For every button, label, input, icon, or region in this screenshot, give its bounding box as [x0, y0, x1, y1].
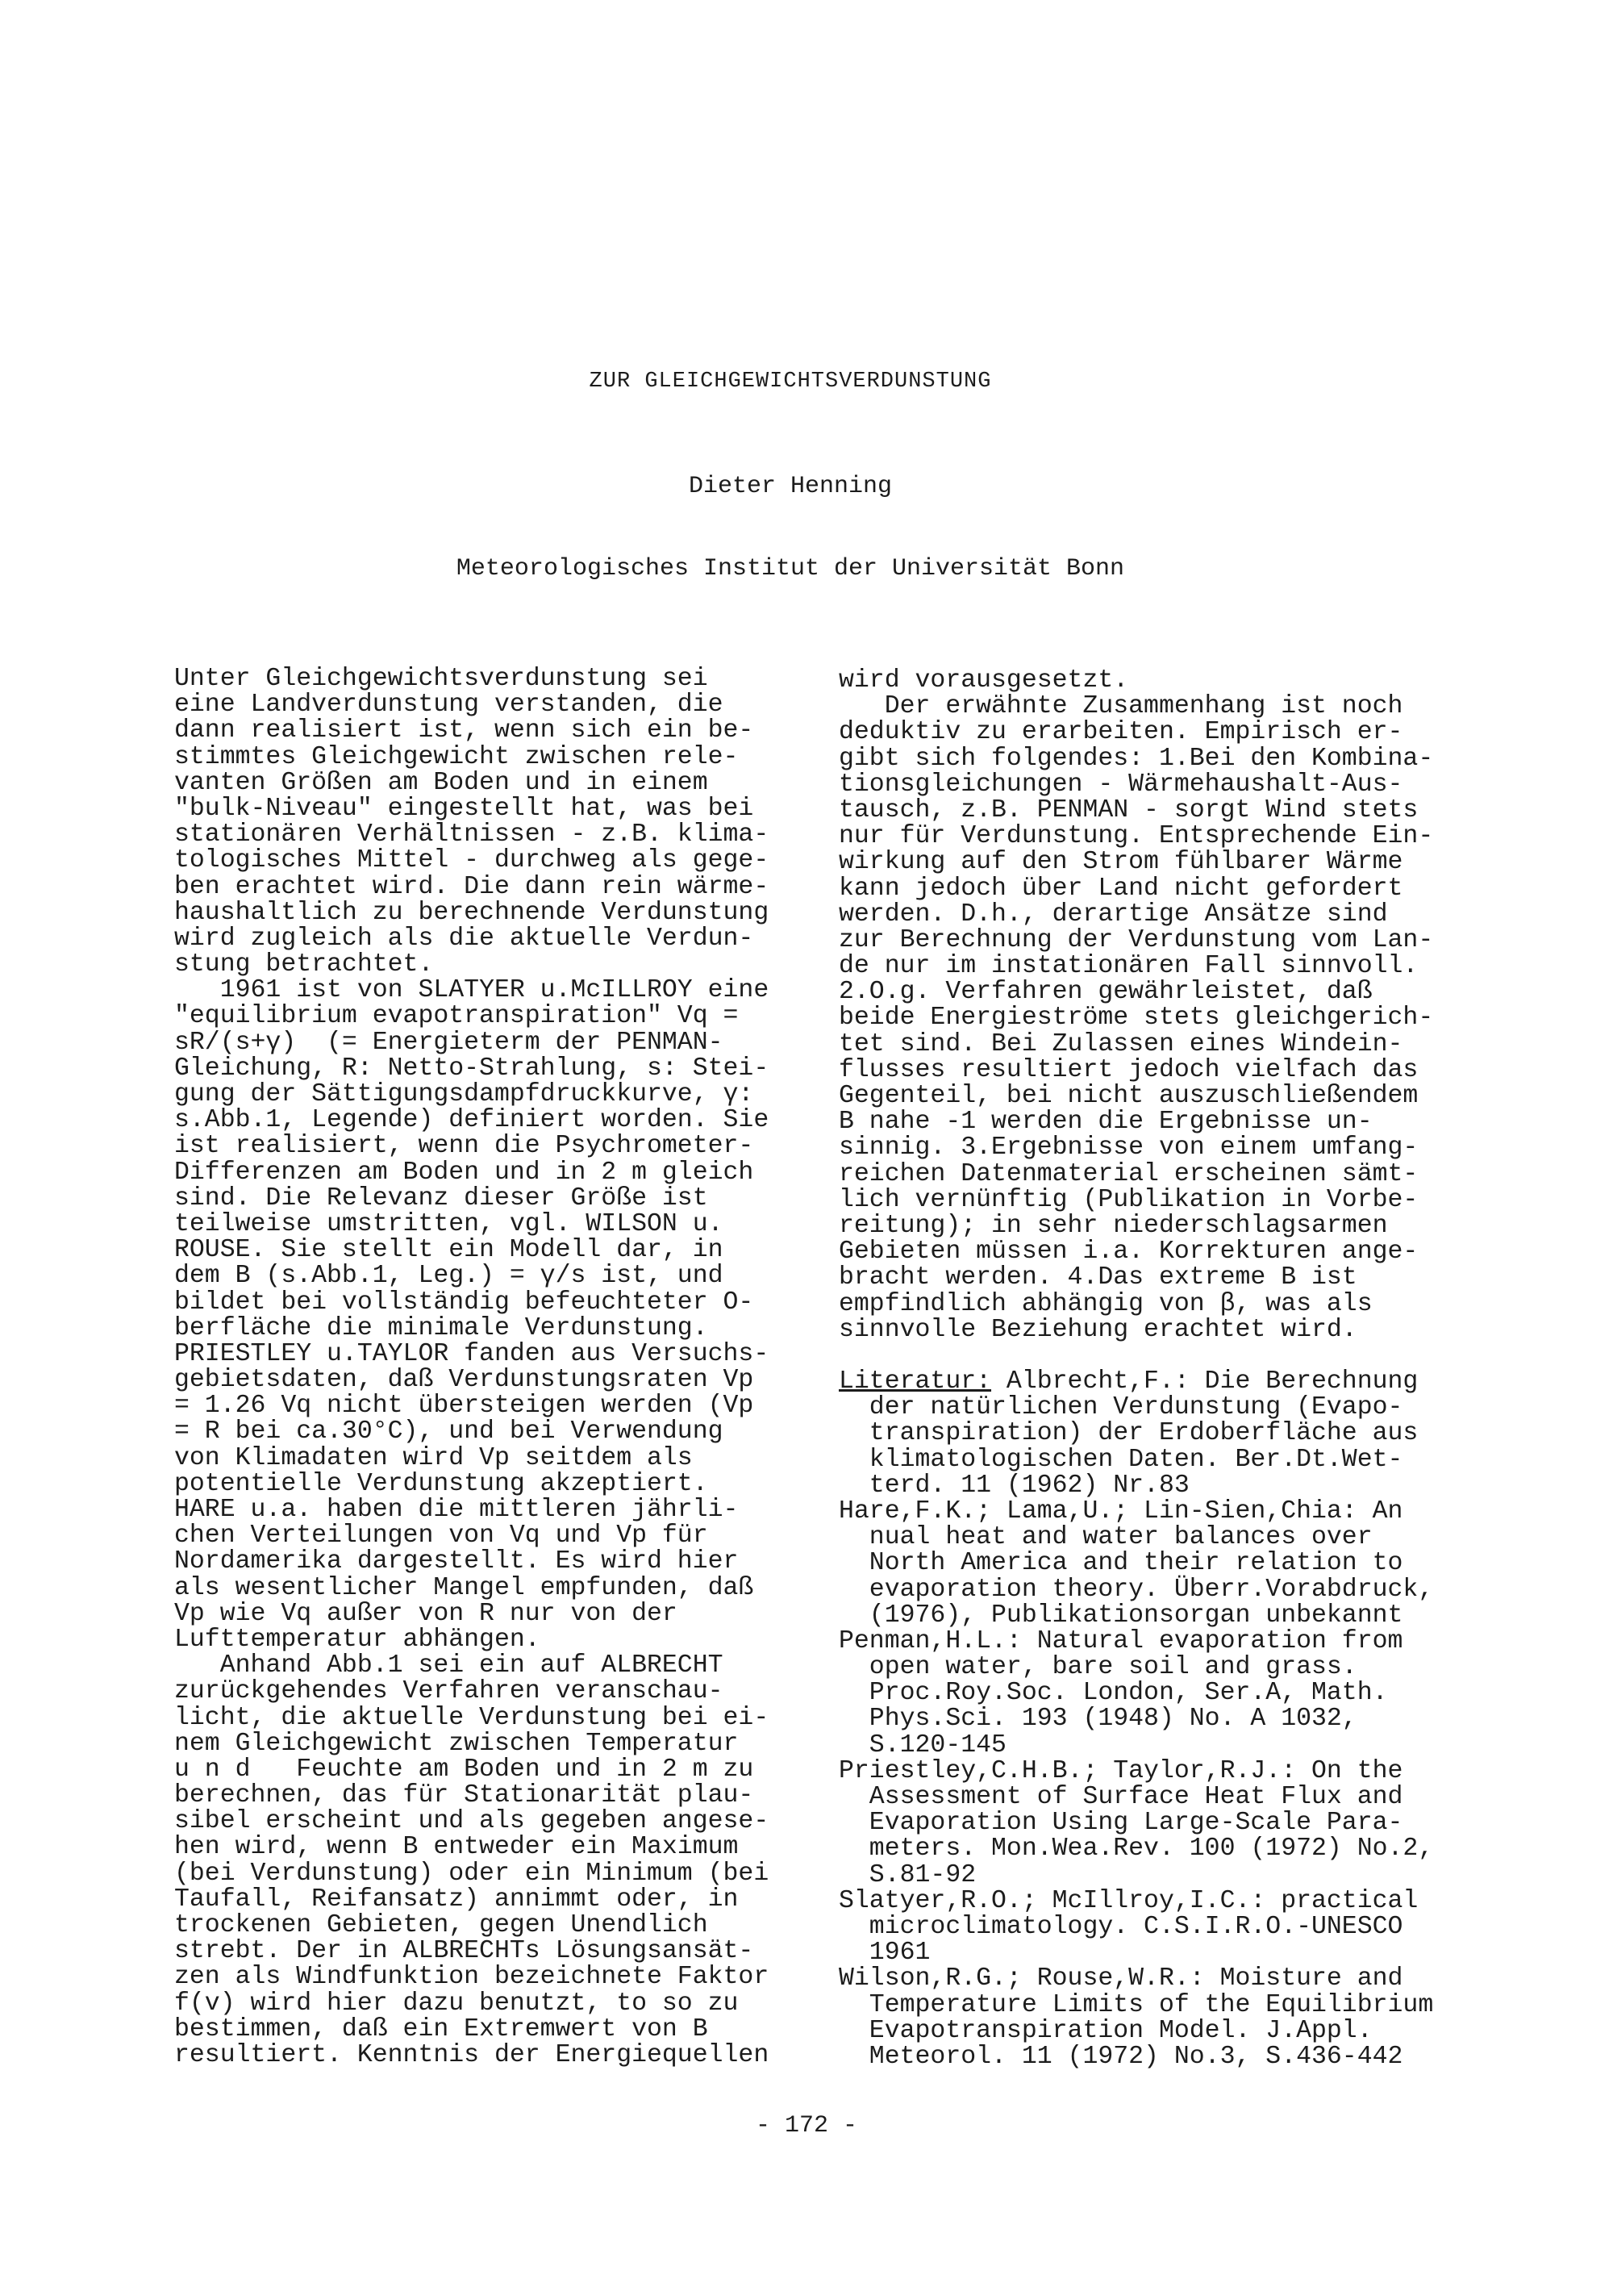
text-line: sinnig. 3.Ergebnisse von einem umfang-	[839, 1133, 1419, 1163]
text-line: reitung); in sehr niederschlagsarmen	[839, 1211, 1388, 1240]
text-line: bildet bei vollständig befeuchteter O-	[174, 1288, 754, 1317]
text-line: wirkung auf den Strom fühlbarer Wärme	[839, 848, 1403, 877]
text-line: kann jedoch über Land nicht gefordert	[839, 874, 1403, 903]
reference-line: microclimatology. C.S.I.R.O.-UNESCO	[839, 1912, 1403, 1941]
text-line: berfläche die minimale Verdunstung.	[174, 1313, 708, 1342]
text-line: u n d Feuchte am Boden und in 2 m zu	[174, 1755, 754, 1784]
text-line: Vp wie Vq außer von R nur von der	[174, 1599, 677, 1628]
reference-line: Phys.Sci. 193 (1948) No. A 1032,	[839, 1705, 1357, 1734]
text-line: sibel erscheint und als gegeben angese-	[174, 1807, 769, 1836]
text-line: gebietsdaten, daß Verdunstungsraten Vp	[174, 1366, 754, 1395]
text-line: berechnen, das für Stationarität plau-	[174, 1781, 754, 1810]
reference-line: evaporation theory. Überr.Vorabdruck,	[839, 1575, 1434, 1604]
text-line: 2.O.g. Verfahren gewährleistet, daß	[839, 978, 1373, 1007]
text-line: Unter Gleichgewichtsverdunstung sei	[174, 665, 708, 693]
reference-line: nual heat and water balances over	[839, 1523, 1373, 1552]
text-line: bestimmen, daß ein Extremwert von B	[174, 2014, 708, 2043]
text-line: als wesentlicher Mangel empfunden, daß	[174, 1573, 754, 1602]
text-line: licht, die aktuelle Verdunstung bei ei-	[174, 1703, 769, 1732]
reference-line: Hare,F.K.; Lama,U.; Lin-Sien,Chia: An	[839, 1497, 1403, 1526]
reference-entry	[839, 1886, 1484, 1968]
text-line: Taufall, Reifansatz) annimmt oder, in	[174, 1885, 739, 1914]
text-line: "equilibrium evapotranspiration" Vq =	[174, 1002, 739, 1031]
reference-entry	[839, 1626, 1484, 1760]
reference-line: open water, bare soil and grass.	[839, 1653, 1357, 1682]
text-line: tionsgleichungen - Wärmehaushalt-Aus-	[839, 770, 1403, 799]
text-line: flusses resultiert jedoch vielfach das	[839, 1055, 1419, 1084]
reference-line: (1976), Publikationsorgan unbekannt	[839, 1601, 1403, 1630]
text-line: wird vorausgesetzt.	[839, 666, 1129, 695]
text-line: B nahe -1 werden die Ergebnisse un-	[839, 1108, 1373, 1137]
reference-entry	[839, 1499, 1484, 1629]
reference-line: Penman,H.L.: Natural evaporation from	[839, 1626, 1403, 1655]
text-line: Nordamerika dargestellt. Es wird hier	[174, 1547, 739, 1576]
paper-title: ZUR GLEICHGEWICHTSVERDUNSTUNG	[589, 369, 992, 394]
text-line: bracht werden. 4.Das extreme B ist	[839, 1263, 1357, 1292]
text-line: stimmtes Gleichgewicht zwischen rele-	[174, 742, 739, 771]
text-line: werden. D.h., derartige Ansätze sind	[839, 900, 1388, 929]
reference-line: Slatyer,R.O.; McIllroy,I.C.: practical	[839, 1886, 1419, 1915]
reference-line: Literatur: Albrecht,F.: Die Berechnung	[839, 1367, 1419, 1396]
text-line: s.Abb.1, Legende) definiert worden. Sie	[174, 1106, 769, 1135]
text-line: zurückgehendes Verfahren veranschau-	[174, 1677, 723, 1706]
text-line: vanten Größen am Boden und in einem	[174, 768, 708, 797]
references-section	[839, 1369, 1484, 2070]
references-heading: Literatur:	[839, 1367, 992, 1396]
reference-line: Assessment of Surface Heat Flux and	[839, 1783, 1403, 1811]
text-line: gung der Sättigungsdampfdruckkurve, γ:	[174, 1080, 754, 1108]
text-line: Anhand Abb.1 sei ein auf ALBRECHT	[174, 1651, 723, 1680]
text-line: Gleichung, R: Netto-Strahlung, s: Stei-	[174, 1054, 769, 1083]
text-line: dann realisiert ist, wenn sich ein be-	[174, 716, 754, 745]
text-line: 1961 ist von SLATYER u.McILLROY eine	[174, 976, 769, 1005]
text-line: eine Landverdunstung verstanden, die	[174, 691, 723, 720]
reference-line: transpiration) der Erdoberfläche aus	[839, 1419, 1419, 1448]
text-line: beide Energieströme stets gleichgerich-	[839, 1004, 1434, 1033]
reference-line: Meteorol. 11 (1972) No.3, S.436-442	[839, 2042, 1403, 2071]
text-line: hen wird, wenn B entweder ein Maximum	[174, 1833, 739, 1862]
page-number: - 172 -	[755, 2112, 858, 2139]
text-line: nur für Verdunstung. Entsprechende Ein-	[839, 822, 1434, 851]
text-line: dem B (s.Abb.1, Leg.) = γ/s ist, und	[174, 1262, 723, 1291]
text-line: ist realisiert, wenn die Psychrometer-	[174, 1132, 754, 1161]
author-name: Dieter Henning	[688, 473, 893, 500]
text-line: reichen Datenmaterial erscheinen sämt-	[839, 1159, 1419, 1188]
text-line: tausch, z.B. PENMAN - sorgt Wind stets	[839, 795, 1419, 824]
text-line: f(v) wird hier dazu benutzt, to so zu	[174, 1989, 739, 2018]
text-line: teilweise umstritten, vgl. WILSON u.	[174, 1209, 723, 1238]
text-line: gibt sich folgendes: 1.Bei den Kombina-	[839, 744, 1434, 773]
text-line: sinnvolle Beziehung erachtet wird.	[839, 1315, 1357, 1344]
text-line: sR/(s+γ) (= Energieterm der PENMAN-	[174, 1028, 723, 1057]
text-line: resultiert. Kenntnis der Energiequellen	[174, 2040, 769, 2069]
text-line: PRIESTLEY u.TAYLOR fanden aus Versuchs-	[174, 1339, 769, 1368]
text-line: zur Berechnung der Verdunstung vom Lan-	[839, 925, 1434, 954]
text-line: ben erachtet wird. Die dann rein wärme-	[174, 872, 769, 901]
text-line: stung betrachtet.	[174, 950, 434, 979]
text-line: Lufttemperatur abhängen.	[174, 1625, 540, 1654]
reference-line: meters. Mon.Wea.Rev. 100 (1972) No.2,	[839, 1835, 1434, 1864]
text-line: (bei Verdunstung) oder ein Minimum (bei	[174, 1859, 769, 1888]
text-line: potentielle Verdunstung akzeptiert.	[174, 1469, 708, 1498]
text-line: haushaltlich zu berechnende Verdunstung	[174, 898, 769, 927]
left-text-column	[174, 666, 811, 2068]
text-line: Der erwähnte Zusammenhang ist noch	[839, 692, 1403, 721]
text-line: "bulk-Niveau" eingestellt hat, was bei	[174, 794, 754, 823]
text-line: lich vernünftig (Publikation in Vorbe-	[839, 1185, 1419, 1214]
text-line: Gegenteil, bei nicht auszuschließendem	[839, 1082, 1419, 1110]
reference-line: klimatologischen Daten. Ber.Dt.Wet-	[839, 1445, 1403, 1474]
text-line: de nur im instationären Fall sinnvoll.	[839, 952, 1419, 981]
reference-line: terd. 11 (1962) Nr.83	[839, 1471, 1190, 1500]
reference-line: S.120-145	[839, 1730, 1007, 1760]
text-line: tet sind. Bei Zulassen eines Windein-	[839, 1029, 1403, 1058]
text-line: zen als Windfunktion bezeichnete Faktor	[174, 1963, 769, 1992]
text-line: HARE u.a. haben die mittleren jährli-	[174, 1496, 739, 1524]
reference-line: Evapotranspiration Model. J.Appl.	[839, 2016, 1373, 2045]
reference-entry	[839, 1756, 1484, 1889]
text-line: stationären Verhältnissen - z.B. klima-	[174, 820, 769, 850]
text-line: von Klimadaten wird Vp seitdem als	[174, 1443, 693, 1472]
text-line: empfindlich abhängig von β, was als	[839, 1289, 1373, 1318]
text-line: chen Verteilungen von Vq und Vp für	[174, 1522, 708, 1551]
text-line: tologisches Mittel - durchweg als gege-	[174, 846, 769, 875]
reference-line: Priestley,C.H.B.; Taylor,R.J.: On the	[839, 1756, 1403, 1785]
text-line: deduktiv zu erarbeiten. Empirisch er-	[839, 718, 1403, 747]
reference-line: North America and their relation to	[839, 1549, 1403, 1578]
reference-line: der natürlichen Verdunstung (Evapo-	[839, 1393, 1403, 1422]
reference-entry	[839, 1369, 1484, 1499]
reference-line: Evaporation Using Large-Scale Para-	[839, 1809, 1403, 1838]
reference-line: Wilson,R.G.; Rouse,W.R.: Moisture and	[839, 1964, 1403, 1993]
text-line: strebt. Der in ALBRECHTs Lösungsansät-	[174, 1937, 754, 1966]
text-line: = 1.26 Vq nicht übersteigen werden (Vp	[174, 1392, 754, 1421]
author-affiliation: Meteorologisches Institut der Universität Bonn	[456, 555, 1125, 582]
text-line: ROUSE. Sie stellt ein Modell dar, in	[174, 1236, 723, 1265]
text-line: trockenen Gebieten, gegen Unendlich	[174, 1911, 708, 1939]
text-line: nem Gleichgewicht zwischen Temperatur	[174, 1729, 739, 1758]
text-line: Differenzen am Boden und in 2 m gleich	[174, 1158, 754, 1187]
reference-line: S.81-92	[839, 1860, 977, 1889]
reference-line: Proc.Roy.Soc. London, Ser.A, Math.	[839, 1679, 1388, 1708]
text-line: sind. Die Relevanz dieser Größe ist	[174, 1183, 708, 1213]
text-line: wird zugleich als die aktuelle Verdun-	[174, 924, 754, 953]
right-text-column	[839, 668, 1484, 1343]
reference-entry	[839, 1966, 1484, 2070]
reference-line: 1961	[839, 1939, 931, 1968]
text-line: Gebieten müssen i.a. Korrekturen ange-	[839, 1238, 1419, 1267]
reference-line: Temperature Limits of the Equilibrium	[839, 1990, 1434, 2019]
text-line: = R bei ca.30°C), und bei Verwendung	[174, 1417, 723, 1446]
